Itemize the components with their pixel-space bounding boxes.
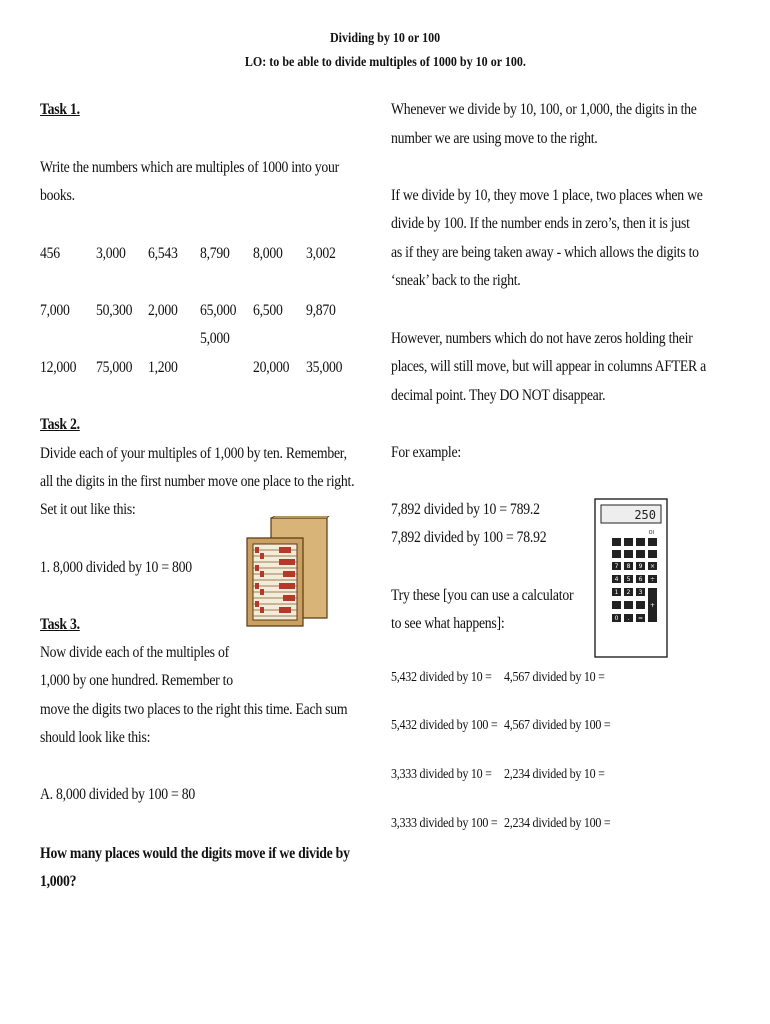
number-cell: 7,000 — [40, 302, 70, 319]
svg-text:7: 7 — [614, 563, 619, 570]
svg-text:0: 0 — [614, 615, 619, 622]
practice-sum: 4,567 divided by 10 = — [504, 670, 605, 685]
number-cell: 3,000 — [96, 245, 126, 262]
explanation-line: number we are using move to the right. — [391, 130, 598, 147]
task2-line: all the digits in the first number move one place to the right. — [40, 473, 355, 490]
task2-heading: Task 2. — [40, 416, 80, 433]
example-label: For example: — [391, 444, 461, 461]
explanation-line: If we divide by 10, they move 1 place, two places when we — [391, 187, 703, 204]
svg-text:2: 2 — [626, 589, 631, 596]
practice-sum: 4,567 divided by 100 = — [504, 718, 611, 733]
svg-text:1: 1 — [614, 589, 619, 596]
practice-sum: 2,234 divided by 100 = — [504, 816, 611, 831]
number-cell: 65,000 — [200, 302, 237, 319]
number-cell: 12,000 — [40, 359, 77, 376]
task3-heading: Task 3. — [40, 616, 80, 633]
number-cell: 50,300 — [96, 302, 133, 319]
practice-sum: 5,432 divided by 10 = — [391, 670, 492, 685]
svg-text:5: 5 — [626, 576, 631, 583]
practice-sum: 3,333 divided by 100 = — [391, 816, 498, 831]
task3-question: How many places would the digits move if we divide by — [40, 845, 350, 862]
svg-text:+: + — [649, 602, 656, 609]
task3-question: 1,000? — [40, 873, 77, 890]
explanation-line: Whenever we divide by 10, 100, or 1,000, the digits in the — [391, 101, 697, 118]
practice-sum: 3,333 divided by 10 = — [391, 767, 492, 782]
svg-text:6: 6 — [638, 576, 643, 583]
svg-text:=: = — [637, 615, 644, 622]
number-cell: 3,002 — [306, 245, 336, 262]
task1-instruction-line: books. — [40, 187, 75, 204]
task3-line: Now divide each of the multiples of — [40, 644, 229, 661]
svg-text:×: × — [649, 563, 656, 570]
try-instruction: to see what happens]: — [391, 615, 505, 632]
task3-line: should look like this: — [40, 729, 151, 746]
svg-text:8: 8 — [626, 563, 631, 570]
page-title: Dividing by 10 or 100 — [329, 31, 441, 46]
task2-line: Divide each of your multiples of 1,000 by ten. Remember, — [40, 445, 347, 462]
number-cell: 9,870 — [306, 302, 336, 319]
task3-line: 1,000 by one hundred. Remember to — [40, 672, 233, 689]
calculator-display: 250 — [634, 508, 656, 522]
number-cell: 8,000 — [253, 245, 283, 262]
task2-line: Set it out like this: — [40, 501, 136, 518]
number-cell: 8,790 — [200, 245, 230, 262]
number-cell: 35,000 — [306, 359, 343, 376]
number-cell: 2,000 — [148, 302, 178, 319]
practice-sum: 5,432 divided by 100 = — [391, 718, 498, 733]
explanation-line: divide by 100. If the number ends in zero’s, then it is just — [391, 215, 690, 232]
explanation-line: ‘sneak’ back to the right. — [391, 272, 521, 289]
abacus-icon — [245, 516, 331, 628]
calculator-icon — [594, 498, 668, 658]
explanation-line: places, will still move, but will appear in columns AFTER a — [391, 358, 706, 375]
svg-text:9: 9 — [638, 563, 643, 570]
learning-objective: LO: to be able to divide multiples of 1000 by 10 or 100. — [244, 55, 526, 70]
try-instruction: Try these [you can use a calculator — [391, 587, 574, 604]
svg-text:4: 4 — [614, 576, 619, 583]
practice-sum: 2,234 divided by 10 = — [504, 767, 605, 782]
svg-text:.: . — [627, 615, 630, 622]
number-cell: 75,000 — [96, 359, 133, 376]
number-cell: 6,500 — [253, 302, 283, 319]
number-cell: 5,000 — [200, 330, 230, 347]
worked-example: 7,892 divided by 10 = 789.2 — [391, 501, 540, 518]
explanation-line: as if they are being taken away - which allows the digits to — [391, 244, 699, 261]
task2-example: 1. 8,000 divided by 10 = 800 — [40, 559, 192, 576]
explanation-line: However, numbers which do not have zeros holding their — [391, 330, 693, 347]
svg-text:÷: ÷ — [649, 576, 656, 583]
number-cell: 6,543 — [148, 245, 178, 262]
task1-heading: Task 1. — [40, 101, 80, 118]
number-cell: 1,200 — [148, 359, 178, 376]
task1-instruction-line: Write the numbers which are multiples of 1000 into your — [40, 159, 339, 176]
task3-line: move the digits two places to the right this time. Each sum — [40, 701, 348, 718]
task3-example: A. 8,000 divided by 100 = 80 — [40, 786, 195, 803]
number-cell: 20,000 — [253, 359, 290, 376]
worked-example: 7,892 divided by 100 = 78.92 — [391, 529, 547, 546]
explanation-line: decimal point. They DO NOT disappear. — [391, 387, 606, 404]
number-cell: 456 — [40, 245, 60, 262]
svg-text:OI: OI — [648, 530, 654, 536]
svg-text:3: 3 — [638, 589, 643, 596]
